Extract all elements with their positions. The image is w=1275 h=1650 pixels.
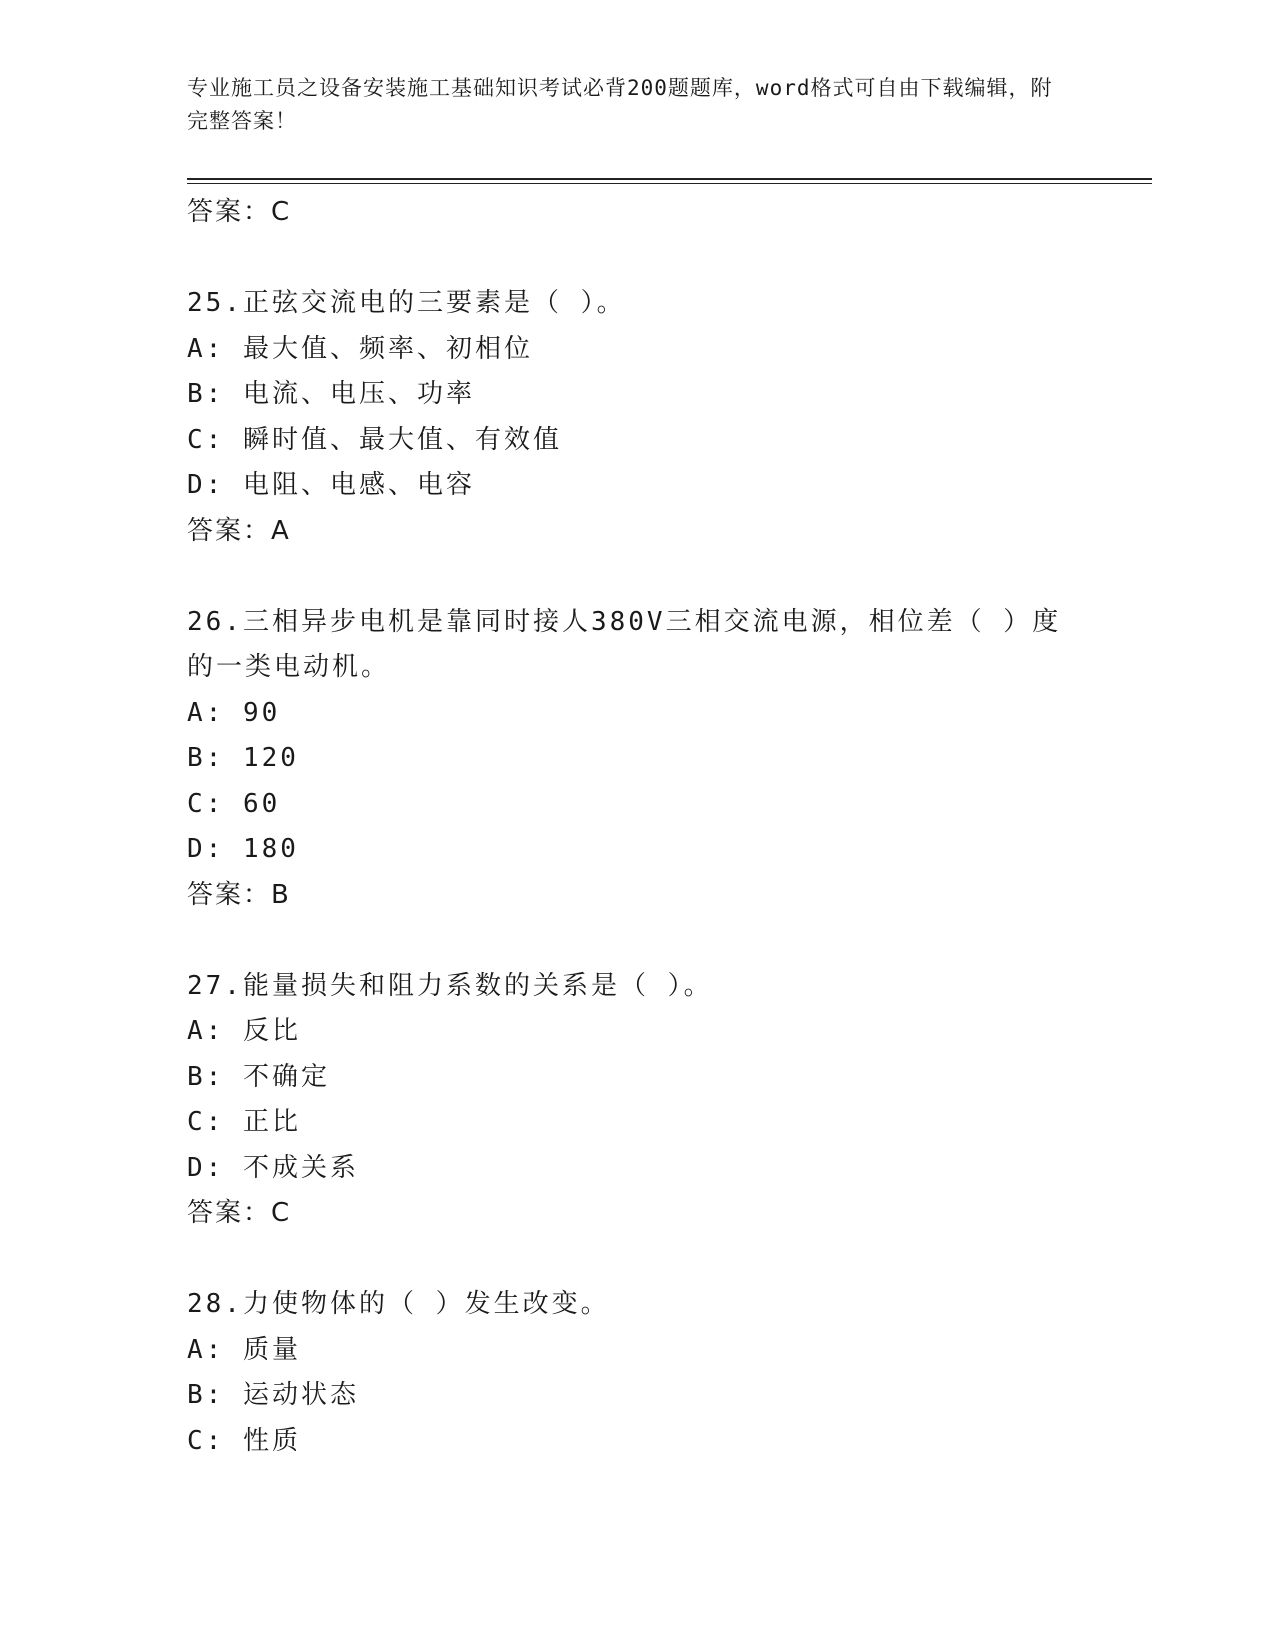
option-d: D: 电阻、电感、电容 (187, 470, 475, 500)
question-text: 27.能量损失和阻力系数的关系是（ ）。 (187, 970, 713, 1001)
option-c: C: 正比 (187, 1107, 301, 1137)
option-c: C: 60 (187, 788, 281, 819)
question-text: 25.正弦交流电的三要素是（ ）。 (187, 288, 626, 318)
option-a: A: 最大值、频率、初相位 (187, 333, 533, 364)
question-text: 28.力使物体的（ ）发生改变。 (187, 1289, 610, 1319)
option-d: D: 不成关系 (187, 1152, 359, 1183)
question-28 (187, 1282, 1087, 1464)
question-26 (187, 600, 1087, 919)
option-b: B: 120 (187, 743, 299, 773)
spacer (187, 918, 1087, 964)
answer-line: 答案：A (187, 515, 291, 546)
option-b: B: 运动状态 (187, 1380, 359, 1410)
answer-line: 答案：C (187, 1198, 292, 1228)
option-a: A: 反比 (187, 1016, 301, 1046)
header-divider-thin (187, 183, 1152, 184)
spacer (187, 236, 1087, 282)
answer-line: 答案：C (187, 197, 292, 227)
answer-line: 答案：B (187, 879, 291, 910)
option-b: B: 电流、电压、功率 (187, 379, 475, 409)
option-c: C: 瞬时值、最大值、有效值 (187, 424, 562, 455)
spacer (187, 554, 1087, 600)
option-a: A: 90 (187, 697, 281, 728)
option-a: A: 质量 (187, 1334, 301, 1365)
document-header: 专业施工员之设备安装施工基础知识考试必背200题题库，word格式可自由下载编辑，附完整答案！ (187, 76, 1053, 133)
header-divider-thick (187, 178, 1152, 180)
question-text: 26.三相异步电机是靠同时接人380V三相交流电源，相位差（ ）度的一类电动机。 (187, 606, 1062, 682)
option-c: C: 性质 (187, 1425, 301, 1456)
option-d: D: 180 (187, 834, 299, 864)
spacer (187, 1237, 1087, 1283)
question-27 (187, 964, 1087, 1237)
question-list (187, 190, 1087, 1464)
question-25 (187, 281, 1087, 554)
option-b: B: 不确定 (187, 1061, 330, 1092)
